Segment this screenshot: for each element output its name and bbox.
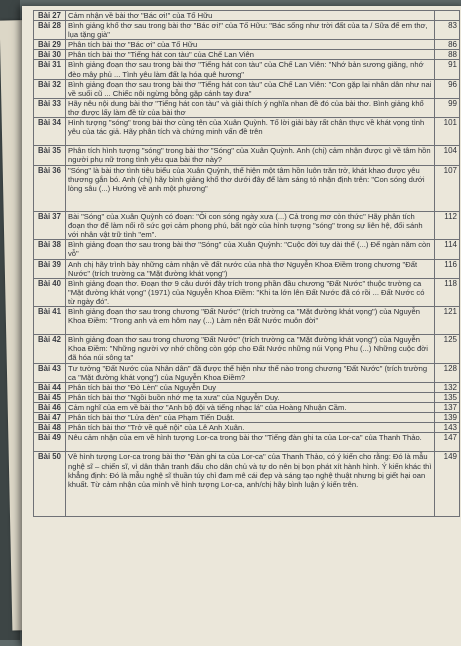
page-number: 99 (435, 98, 460, 117)
lesson-title: Phân tích bài thơ "Đò Lèn" của Nguyễn Duy (66, 382, 435, 392)
lesson-title: Phân tích bài thơ "Trở về quê nội" của Lê Anh Xuân. (66, 423, 435, 433)
lesson-number: Bài 46 (34, 402, 66, 412)
lesson-number: Bài 50 (34, 452, 66, 517)
lesson-title: Anh chị hãy trình bày những cảm nhận về đất nước của nhà thơ Nguyễn Khoa Điềm trong chương "Đất Nước" (trích trường ca "Mặt đường khát vọng") (66, 259, 435, 278)
lesson-title: "Sóng" là bài thơ tình tiêu biểu của Xuân Quỳnh, thể hiện một tâm hồn luôn trăn trở, khát khao được yêu thương gắn bó. Anh (chị) hãy bình giảng khổ thơ dưới đây để làm sáng tỏ nhận định trên: "Con sóng dưới lòng sâu (...) Hướng về anh một phương" (66, 165, 435, 212)
lesson-number: Bài 29 (34, 40, 66, 50)
page-number: 86 (435, 40, 460, 50)
lesson-number: Bài 37 (34, 212, 66, 240)
lesson-title: Phân tích bài thơ "Ngồi buồn nhớ mẹ ta xưa" của Nguyễn Duy. (66, 392, 435, 402)
page-number: 96 (435, 79, 460, 98)
lesson-number: Bài 38 (34, 240, 66, 259)
lesson-title: Bình giảng đoạn thơ sau trong bài thơ "Tiếng hát con tàu" của Chế Lan Viên: "Con gặp lại nhân dân như nai về suối cũ ... Chiếc nôi ngừng bỗng gặp cánh tay đưa" (66, 79, 435, 98)
toc-row (34, 165, 460, 212)
lesson-number: Bài 32 (34, 79, 66, 98)
lesson-number: Bài 41 (34, 306, 66, 334)
lesson-title: Cảm nhận về bài thơ "Bác ơi!" của Tố Hữu (66, 11, 435, 21)
lesson-title: Bình giảng đoạn thơ sau trong chương "Đất Nước" (trích trường ca "Mặt đường khát vọng") của Nguyễn Khoa Điềm: "Những người vợ nhớ chồng còn góp cho Đất Nước những núi Vọng Phu (...) Những cuộc đời đã hóa núi sông ta" (66, 335, 435, 363)
lesson-number: Bài 35 (34, 146, 66, 165)
toc-row (34, 79, 460, 98)
toc-row (34, 402, 460, 412)
lesson-title: Tư tưởng "Đất Nước của Nhân dân" đã được thể hiện như thế nào trong chương "Đất Nước" (trích trường ca "Mặt đường khát vọng") của Nguyễn Khoa Điềm? (66, 363, 435, 382)
page-number: 101 (435, 118, 460, 146)
lesson-number: Bài 40 (34, 278, 66, 306)
lesson-title: Hình tượng "sóng" trong bài thơ cùng tên của Xuân Quỳnh. Tố lời giải bày rất chân thực về khát vọng tình yêu của tác giả. Hãy phân tích và chứng minh vấn đề trên (66, 118, 435, 146)
table-of-contents (33, 10, 460, 517)
lesson-number: Bài 28 (34, 21, 66, 40)
lesson-number: Bài 49 (34, 433, 66, 452)
lesson-number: Bài 48 (34, 423, 66, 433)
page-number: 147 (435, 433, 460, 452)
lesson-number: Bài 30 (34, 50, 66, 60)
page-number: 107 (435, 165, 460, 212)
lesson-number: Bài 44 (34, 382, 66, 392)
page-number: 83 (435, 21, 460, 40)
lesson-title: Bình giảng đoạn thơ. Đoạn thơ 9 câu dưới đây trích trong phần đầu chương "Đất Nước" thuộc trường ca "Mặt đường khát vọng" (1971) của Nguyễn Khoa Điềm: "Khi ta lớn lên Đất Nước đã có rồi ... Đất Nước có từ ngày đó". (66, 278, 435, 306)
page-number: 121 (435, 306, 460, 334)
page-number: 112 (435, 212, 460, 240)
book-page (22, 6, 461, 646)
lesson-title: Bình giảng đoạn thơ sau trong bài thơ "Tiếng hát con tàu" của Chế Lan Viên: "Nhớ bản sương giăng, nhớ đèo mây phủ ... Tình yêu làm đất lạ hóa quê hương" (66, 60, 435, 79)
page-number: 114 (435, 240, 460, 259)
page-number: 91 (435, 60, 460, 79)
toc-row (34, 60, 460, 79)
lesson-number: Bài 45 (34, 392, 66, 402)
page-number: 137 (435, 402, 460, 412)
toc-row (34, 392, 460, 402)
toc-row (34, 433, 460, 452)
toc-row (34, 40, 460, 50)
toc-row (34, 382, 460, 392)
toc-row (34, 98, 460, 117)
lesson-title: Cảm nghĩ của em về bài thơ "Anh bộ đội và tiếng nhạc lá" của Hoàng Nhuận Cầm. (66, 402, 435, 412)
toc-row (34, 363, 460, 382)
toc-row (34, 212, 460, 240)
lesson-title: Về hình tượng Lor-ca trong bài thơ "Đàn ghi ta của Lor-ca" của Thanh Thảo, có ý kiến cho rằng: Đó là mẫu nghệ sĩ – chiến sĩ, vì dân thân tranh đấu cho dân chủ và tự do nên bị bọn phát xít hành hình. Ý kiến khác thì khẳng định: Đó là mẫu nghệ sĩ thuần túy chỉ đam mê cái đẹp và sáng tạo nghệ thuật nhưng bị giết hại oan khuất. Từ cảm nhận của mình về hình tượng Lor-ca, anh/chị hãy bình luận ý kiến trên. (66, 452, 435, 517)
lesson-title: Nêu cảm nhận của em về hình tượng Lor-ca trong bài thơ "Tiếng đàn ghi ta của Lor-ca" của Thanh Thảo. (66, 433, 435, 452)
lesson-number: Bài 33 (34, 98, 66, 117)
lesson-number: Bài 43 (34, 363, 66, 382)
lesson-number: Bài 47 (34, 413, 66, 423)
toc-row (34, 278, 460, 306)
lesson-number: Bài 34 (34, 118, 66, 146)
page-number: 128 (435, 363, 460, 382)
toc-row (34, 21, 460, 40)
lesson-title: Bình giảng khổ thơ sau trong bài thơ "Bác ơi!" của Tố Hữu: "Bác sống như trời đất của ta / Sữa để em thơ, lụa tặng già" (66, 21, 435, 40)
page-number: 88 (435, 50, 460, 60)
page-number: 143 (435, 423, 460, 433)
page-number: 104 (435, 146, 460, 165)
toc-row (34, 50, 460, 60)
lesson-title: Phân tích bài thơ "Tiếng hát con tàu" của Chế Lan Viên (66, 50, 435, 60)
lesson-title: Hãy nêu nội dung bài thơ "Tiếng hát con tàu" và giải thích ý nghĩa nhan đề đó của bài thơ. Bình giảng khổ thơ được lấy làm đề từ của bài thơ (66, 98, 435, 117)
toc-row (34, 452, 460, 517)
toc-row (34, 306, 460, 334)
page-number (435, 11, 460, 21)
toc-row (34, 259, 460, 278)
toc-row (34, 240, 460, 259)
lesson-title: Phân tích bài thơ "Bác ơi" của Tố Hữu (66, 40, 435, 50)
page-number: 118 (435, 278, 460, 306)
page-number: 135 (435, 392, 460, 402)
page-number: 116 (435, 259, 460, 278)
toc-row (34, 146, 460, 165)
lesson-title: Phân tích bài thơ "Lửa đèn" của Phạm Tiến Duật. (66, 413, 435, 423)
lesson-title: Phân tích hình tượng "sóng" trong bài thơ "Sóng" của Xuân Quỳnh. Anh (chị) cảm nhận được gì về tâm hồn người phụ nữ trong tình yêu qua bài thơ này? (66, 146, 435, 165)
page-number: 149 (435, 452, 460, 517)
page-number: 139 (435, 413, 460, 423)
toc-row (34, 335, 460, 363)
lesson-number: Bài 39 (34, 259, 66, 278)
toc-row (34, 423, 460, 433)
toc-row (34, 413, 460, 423)
toc-body (34, 11, 460, 517)
page-number: 125 (435, 335, 460, 363)
lesson-number: Bài 27 (34, 11, 66, 21)
lesson-title: Bình giảng đoạn thơ sau trong chương "Đất Nước" (trích trường ca "Mặt đường khát vọng") của Nguyễn Khoa Điềm: "Trong anh và em hôm nay (...) Làm nên Đất Nước muôn đời" (66, 306, 435, 334)
lesson-title: Bài "Sóng" của Xuân Quỳnh có đoạn: "Ôi con sóng ngày xưa (...) Cả trong mơ còn thức" Hãy phân tích đoạn thơ để làm nổi rõ sức gợi cảm phong phú, bất ngờ của hình tượng "sóng" trong sự liên hệ, đối sánh với nhân vật trữ tình "em". (66, 212, 435, 240)
lesson-number: Bài 42 (34, 335, 66, 363)
page-number: 132 (435, 382, 460, 392)
lesson-title: Bình giảng đoạn thơ sau trong bài thơ "Sóng" của Xuân Quỳnh: "Cuộc đời tuy dài thế (...) Để ngàn năm còn vỗ" (66, 240, 435, 259)
lesson-number: Bài 31 (34, 60, 66, 79)
toc-row (34, 118, 460, 146)
toc-row (34, 11, 460, 21)
lesson-number: Bài 36 (34, 165, 66, 212)
